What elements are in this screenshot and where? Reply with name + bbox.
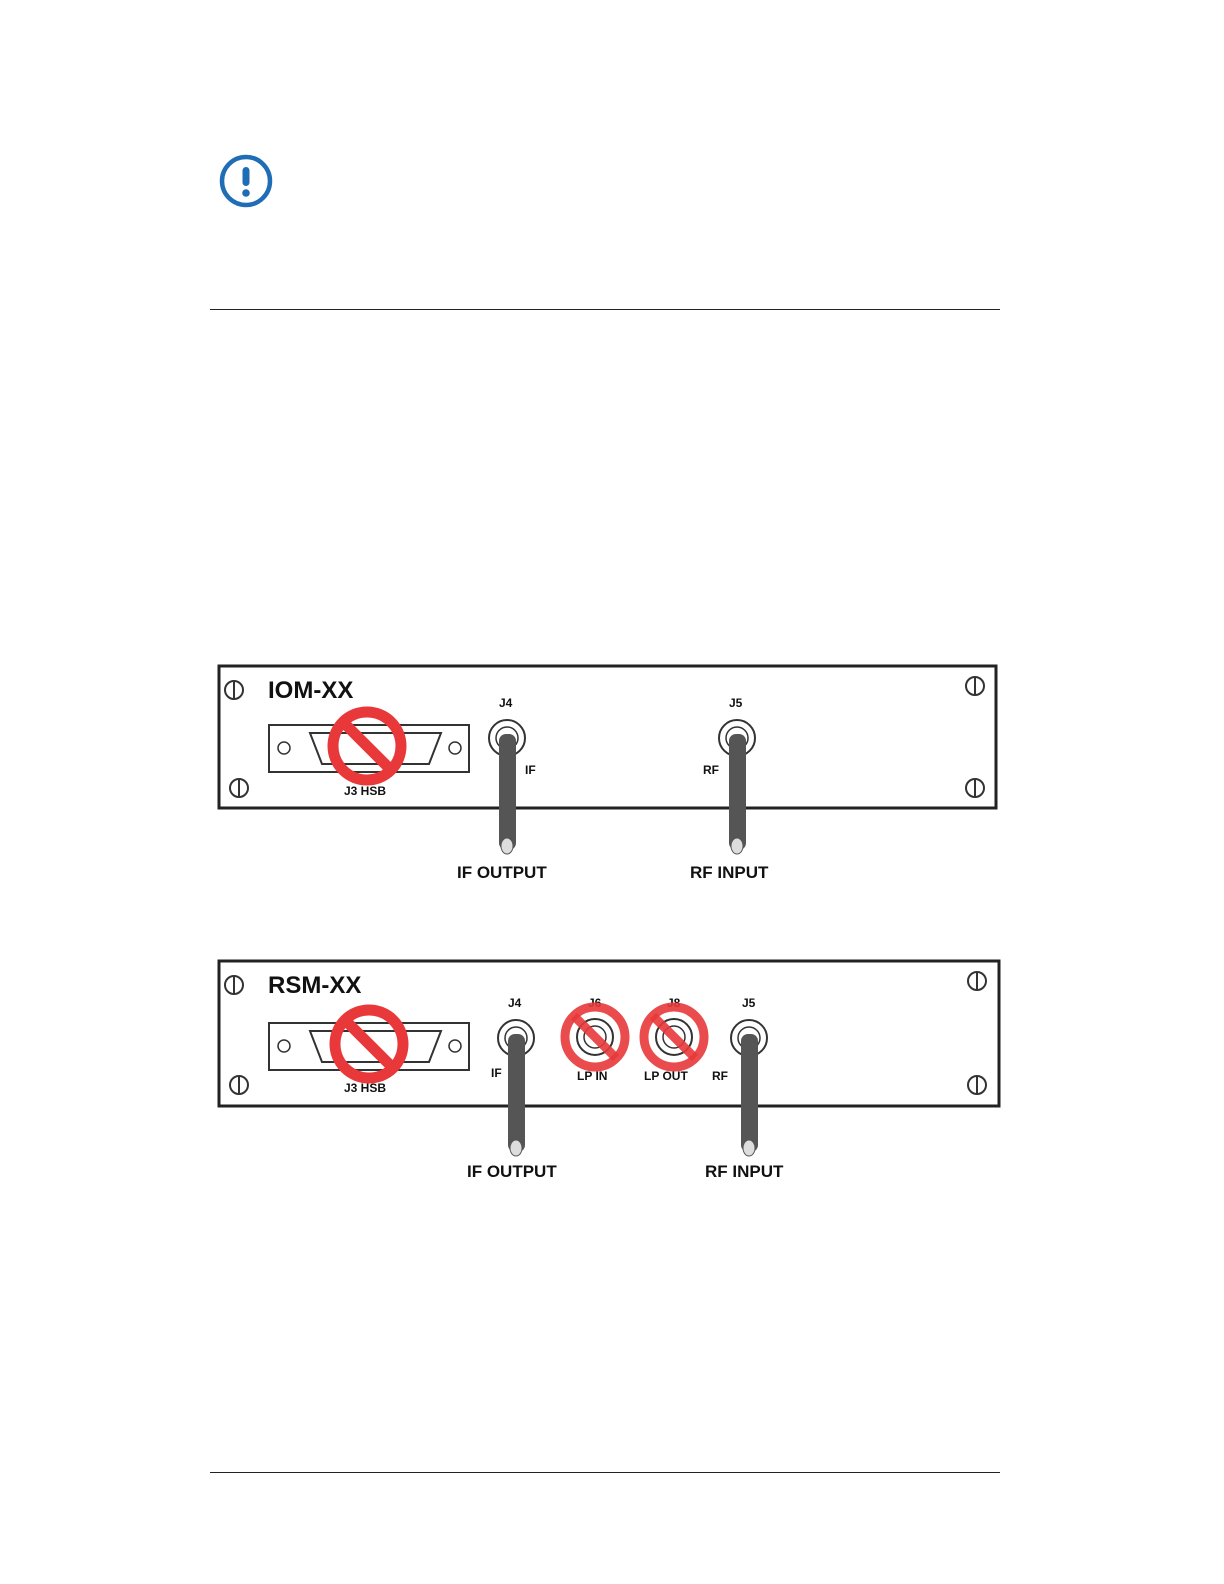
iom-rf-input-label: RF INPUT xyxy=(690,863,769,882)
iom-rf-cable xyxy=(729,734,746,854)
footer-rule xyxy=(210,1472,1000,1473)
iom-j5-ref: J5 xyxy=(729,696,743,710)
rsm-module-title: RSM-XX xyxy=(268,972,362,999)
rsm-j4-ref: J4 xyxy=(508,996,522,1010)
figure-rsm-panel xyxy=(215,955,1005,1185)
rsm-j6-tag: LP IN xyxy=(577,1069,608,1083)
screw-icon xyxy=(225,976,243,994)
iom-if-output-label: IF OUTPUT xyxy=(457,863,547,882)
screw-icon xyxy=(230,779,248,797)
screw-icon xyxy=(966,677,984,695)
screw-icon xyxy=(225,681,243,699)
rsm-j8-tag: LP OUT xyxy=(644,1069,688,1083)
iom-j4-tag: IF xyxy=(525,763,536,777)
screw-icon xyxy=(968,972,986,990)
rsm-rf-input-label: RF INPUT xyxy=(705,1162,784,1181)
rsm-j4-tag: IF xyxy=(491,1066,502,1080)
screw-icon xyxy=(968,1076,986,1094)
rsm-rf-cable xyxy=(741,1034,758,1156)
figure-iom-panel xyxy=(215,660,1005,885)
rsm-if-cable xyxy=(508,1034,525,1156)
iom-j5-tag: RF xyxy=(703,763,719,777)
rsm-j8-ref: J8 xyxy=(667,996,681,1010)
rsm-hsb-label: J3 HSB xyxy=(344,1081,387,1095)
screw-icon xyxy=(966,779,984,797)
iom-module-title: IOM-XX xyxy=(268,677,354,704)
screw-icon xyxy=(230,1076,248,1094)
rsm-j5-ref: J5 xyxy=(742,996,756,1010)
exclamation-circle-icon xyxy=(217,152,275,210)
rsm-j5-tag: RF xyxy=(712,1069,728,1083)
rsm-j6-ref: J6 xyxy=(588,996,602,1010)
rsm-if-output-label: IF OUTPUT xyxy=(467,1162,557,1181)
header-rule xyxy=(210,309,1000,310)
iom-if-cable xyxy=(499,734,516,854)
important-notice xyxy=(217,152,275,210)
iom-j4-ref: J4 xyxy=(499,696,513,710)
iom-hsb-label: J3 HSB xyxy=(344,784,387,798)
